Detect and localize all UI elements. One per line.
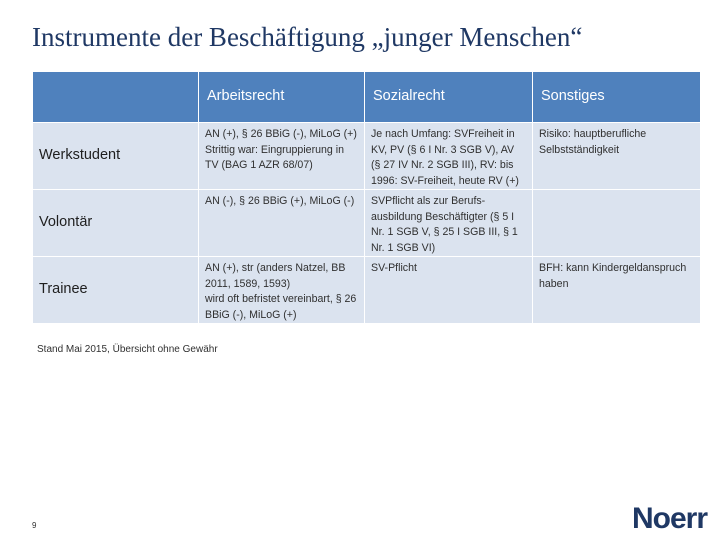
cell-arbeitsrecht (199, 123, 365, 190)
cell-sonstiges (533, 190, 701, 257)
slide-title: Instrumente der Beschäftigung „junger Menschen“ (32, 22, 583, 52)
cell-line: AN (-), § 26 BBiG (+), MiLoG (-) (205, 195, 355, 207)
cell-sozialrecht (365, 190, 533, 257)
cell-line: BFH: kann Kindergeldanspruch haben (539, 262, 687, 290)
table-row-volontaer (33, 190, 701, 257)
table-row-werkstudent (33, 123, 701, 190)
table-row-trainee (33, 257, 701, 324)
row-label: Volontär (33, 190, 199, 257)
table-header-row (33, 72, 701, 123)
column-header-sozialrecht: Sozialrecht (365, 72, 533, 123)
cell-sonstiges (533, 123, 701, 190)
cell-line: AN (+), str (anders Natzel, BB 2011, 1589, 1593) (205, 262, 346, 290)
column-header-arbeitsrecht: Arbeitsrecht (199, 72, 365, 123)
comparison-table (32, 71, 701, 324)
cell-sozialrecht (365, 123, 533, 190)
footnote: Stand Mai 2015, Übersicht ohne Gewähr (37, 344, 218, 355)
cell-line: Strittig war: Eingruppierung in TV (BAG 1 AZR 68/07) (205, 143, 344, 171)
row-label: Trainee (33, 257, 199, 324)
column-header-empty (33, 72, 199, 123)
cell-arbeitsrecht (199, 257, 365, 324)
row-label: Werkstudent (33, 123, 199, 190)
cell-sozialrecht (365, 257, 533, 324)
cell-line: Je nach Umfang: SVFreiheit in KV, PV (§ 6 I Nr. 3 SGB V), AV (§ 27 IV Nr. 2 SGB III), RV: bis 1996: SV-Freiheit, heute RV (+) (371, 128, 519, 187)
cell-arbeitsrecht (199, 190, 365, 257)
cell-sonstiges (533, 257, 701, 324)
page-number: 9 (32, 521, 37, 530)
cell-line: wird oft befristet vereinbart, § 26 BBiG (-), MiLoG (+) (205, 293, 357, 321)
company-logo: Noerr (632, 502, 708, 535)
cell-line: SVPflicht als zur Berufs-ausbildung Beschäftigter (§ 5 I Nr. 1 SGB V, § 25 I SGB III, § 1 Nr. 1 SGB VI) (371, 195, 518, 254)
cell-line: AN (+), § 26 BBiG (-), MiLoG (+) (205, 128, 357, 140)
cell-line: SV-Pflicht (371, 262, 417, 274)
cell-line: Risiko: hauptberufliche Selbstständigkeit (539, 128, 647, 156)
column-header-sonstiges: Sonstiges (533, 72, 701, 123)
